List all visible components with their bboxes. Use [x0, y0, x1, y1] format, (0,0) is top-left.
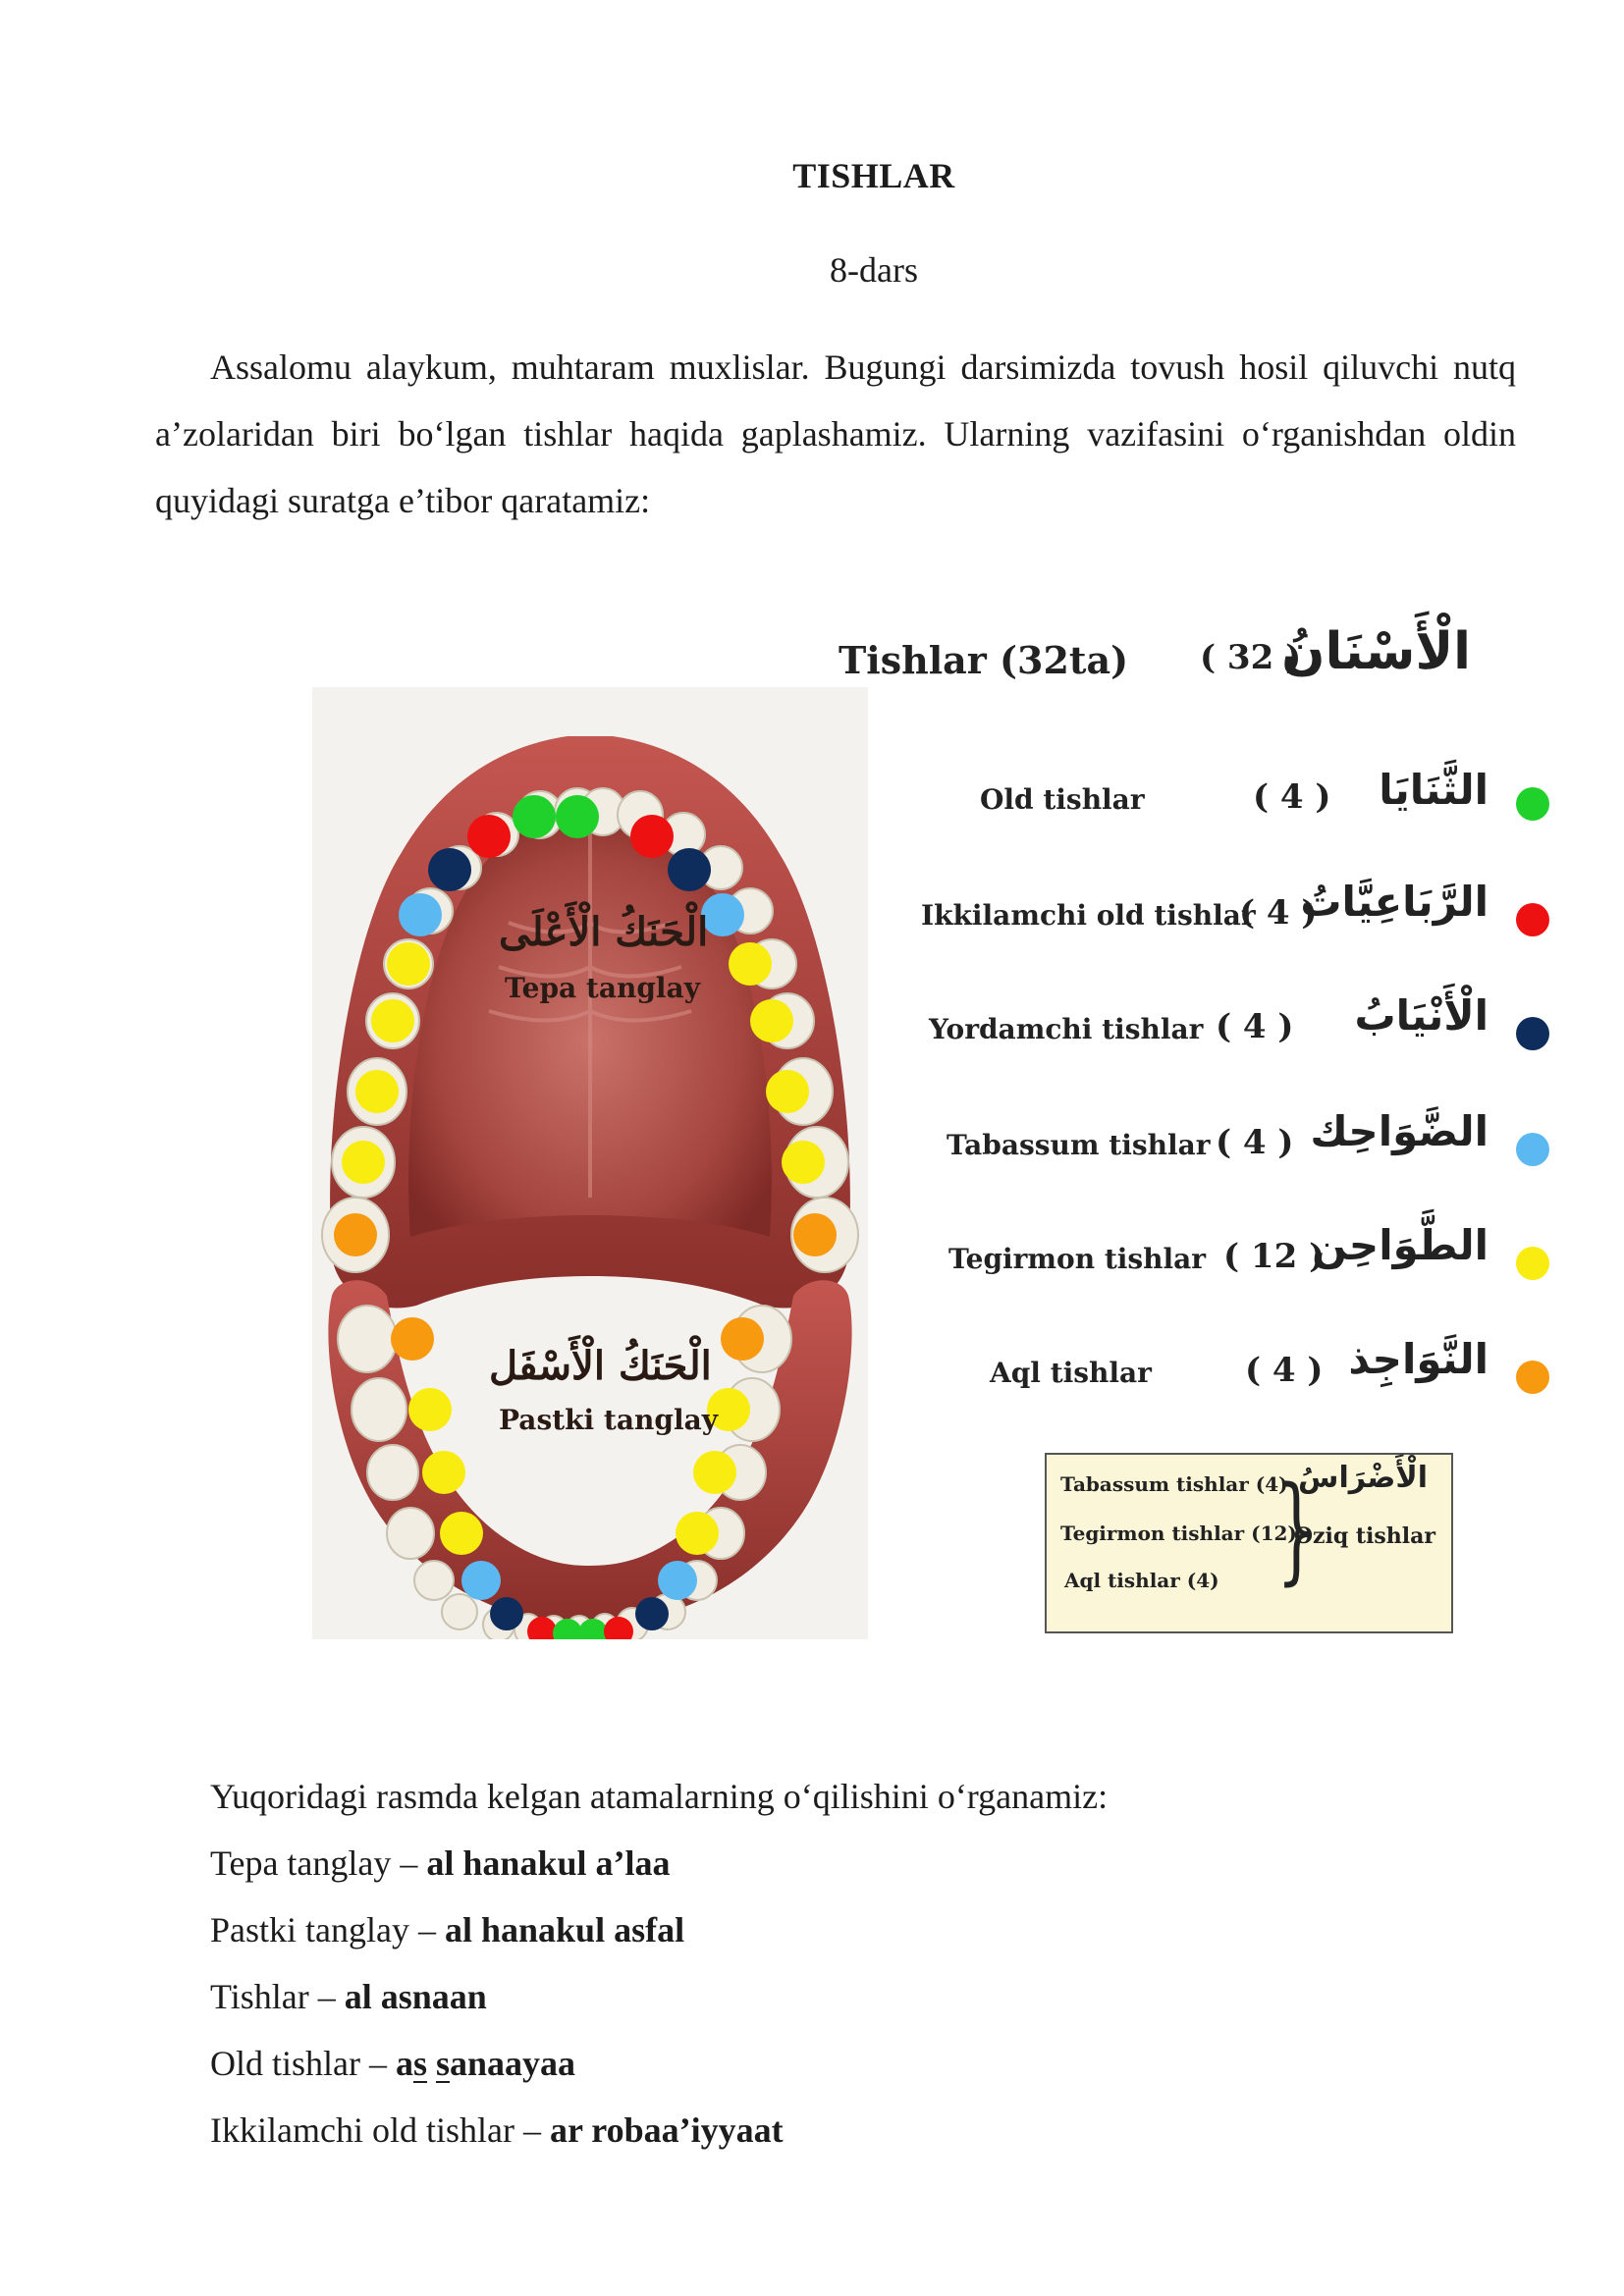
- legend-heading-count: ( 32 ): [1200, 638, 1302, 677]
- legend-row: [312, 991, 1549, 1072]
- lower-palate-label: Pastki tanglay: [499, 1404, 718, 1436]
- term-reading: ar robaa’iyyaat: [549, 2110, 784, 2150]
- green-dot-icon: [1516, 787, 1549, 821]
- legend-count: ( 4 ): [1245, 1351, 1324, 1390]
- term-line: [210, 2107, 784, 2154]
- teeth-figure: [312, 609, 1549, 1639]
- legend-row: [312, 878, 1549, 958]
- legend-row: [312, 1335, 1549, 1415]
- box-label: Oziq tishlar: [1293, 1523, 1435, 1549]
- curly-brace-icon: }: [1276, 1461, 1318, 1596]
- legend-count: ( 4 ): [1239, 893, 1318, 933]
- term-name: Pastki tanglay –: [210, 1910, 445, 1949]
- orange-dot-icon: [1516, 1361, 1549, 1394]
- legend-label: Aql tishlar: [990, 1357, 1152, 1389]
- light-blue-dot-icon: [1516, 1133, 1549, 1166]
- lesson-number: 8-dars: [830, 250, 918, 290]
- molars-summary-box: [1045, 1453, 1453, 1633]
- legend-arabic: الطَّوَاحِن: [1312, 1221, 1489, 1269]
- legend-count: ( 4 ): [1253, 777, 1331, 817]
- legend-row: [312, 1221, 1549, 1302]
- box-arabic: الْأَضْرَاسُ: [1298, 1461, 1428, 1495]
- terms-intro: Yuqoridagi rasmda kelgan atamalarning o‘qilishini o‘rganamiz:: [210, 1777, 1109, 1816]
- legend-label: Ikkilamchi old tishlar: [921, 899, 1256, 932]
- box-item: Tabassum tishlar (4): [1060, 1472, 1288, 1496]
- page-title: TISHLAR: [792, 156, 955, 195]
- term-reading: al hanakul asfal: [444, 1910, 685, 1949]
- legend-arabic: الثَّنَايَا: [1379, 766, 1489, 814]
- legend-heading-arabic: الْأَسْنَانُ: [1281, 622, 1471, 681]
- lower-palate-arabic: الْحَنَكُ الْأَسْفَل: [489, 1343, 712, 1389]
- legend-row: [312, 766, 1549, 842]
- yellow-dot-icon: [1516, 1247, 1549, 1280]
- term-reading: as sanaayaa: [395, 2044, 576, 2083]
- legend-label: Tabassum tishlar: [947, 1129, 1211, 1161]
- term-reading: al asnaan: [344, 1977, 487, 2016]
- legend-arabic: الضَّوَاحِك: [1310, 1107, 1489, 1155]
- term-line: [210, 1840, 671, 1887]
- navy-dot-icon: [1516, 1017, 1549, 1050]
- term-line: [210, 1906, 684, 1953]
- upper-palate-arabic: الْحَنَكُ الْأَعْلَى: [499, 909, 709, 955]
- legend-arabic: الرَّبَاعِيَّاتُ: [1300, 878, 1489, 926]
- upper-palate-label: Tepa tanglay: [505, 972, 700, 1004]
- legend-label: Yordamchi tishlar: [929, 1013, 1204, 1045]
- term-reading: al hanakul a’laa: [426, 1843, 671, 1883]
- legend-heading: Tishlar (32ta): [839, 638, 1129, 682]
- term-line: [210, 1973, 487, 2020]
- term-name: Ikkilamchi old tishlar –: [210, 2110, 550, 2150]
- legend-count: ( 4 ): [1216, 1123, 1294, 1162]
- term-name: Tepa tanglay –: [210, 1843, 427, 1883]
- intro-paragraph: Assalomu alaykum, muhtaram muxlislar. Bugungi darsimizda tovush hosil qiluvchi nutq a’zolaridan biri bo‘lgan tishlar haqida gaplashamiz. Ularning vazifasini o‘rganishdan oldin quyidagi suratga e’tibor qaratamiz:: [155, 347, 1516, 520]
- term-line: [210, 2040, 575, 2087]
- legend-arabic: الْأَنْيَابُ: [1354, 991, 1489, 1040]
- box-item: Aql tishlar (4): [1064, 1569, 1219, 1592]
- legend-count: ( 4 ): [1216, 1007, 1294, 1046]
- term-name: Tishlar –: [210, 1977, 345, 2016]
- legend-arabic: النَّوَاجِذ: [1348, 1335, 1489, 1383]
- red-dot-icon: [1516, 903, 1549, 936]
- legend-row: [312, 1107, 1549, 1188]
- legend-count: ( 12 ): [1223, 1237, 1326, 1276]
- box-item: Tegirmon tishlar (12): [1060, 1522, 1297, 1545]
- legend-label: Old tishlar: [980, 783, 1145, 816]
- legend-label: Tegirmon tishlar: [948, 1243, 1207, 1275]
- term-name: Old tishlar –: [210, 2044, 396, 2083]
